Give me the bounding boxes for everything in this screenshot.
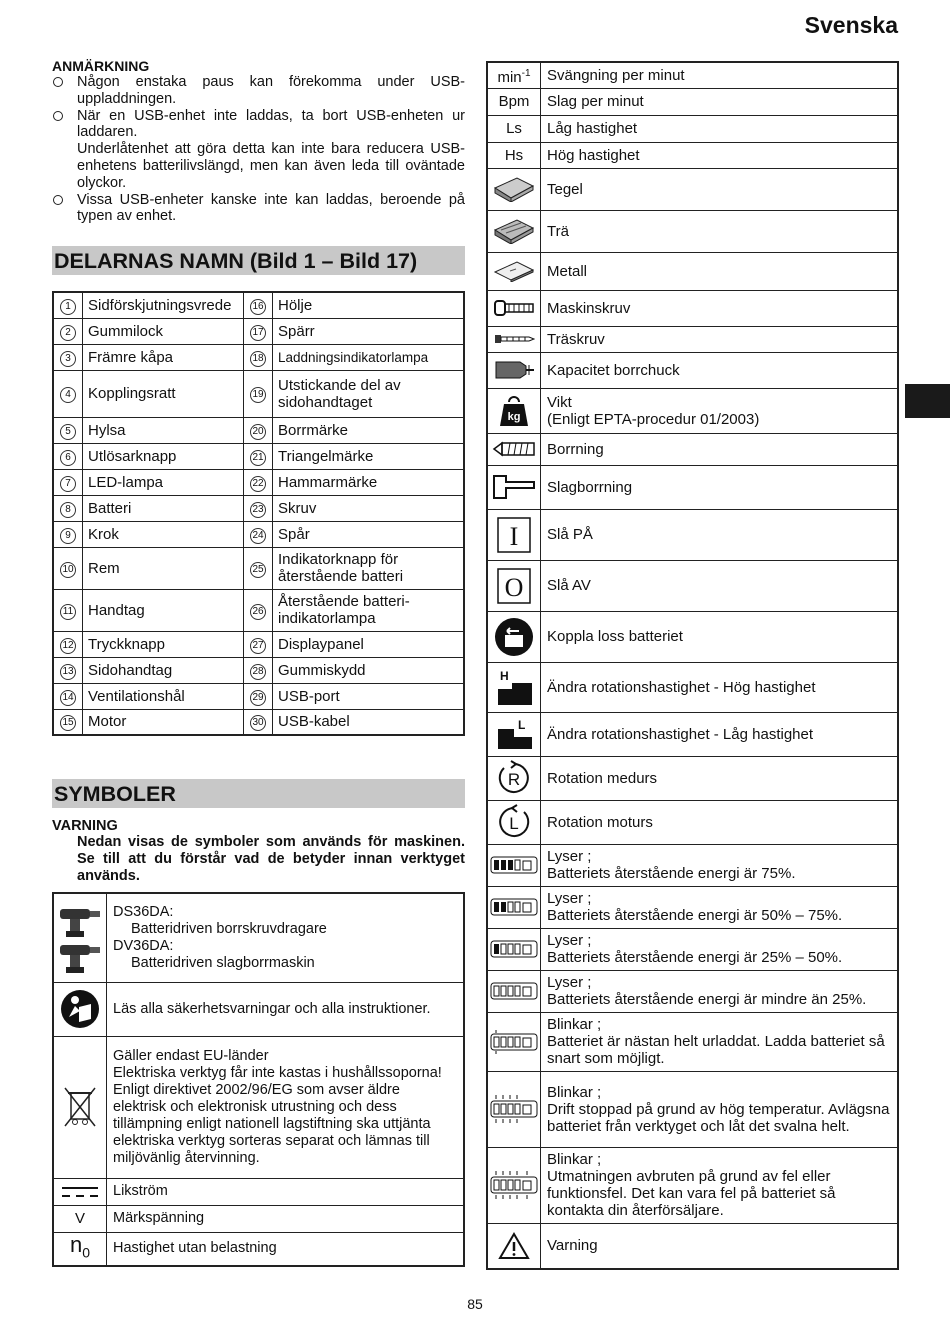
- symbol-row: [487, 560, 898, 611]
- note-item: Någon enstaka paus kan förekomma under USB-uppladdningen.: [52, 74, 465, 108]
- drill-tools-icon: [53, 893, 107, 982]
- symbol-row: [487, 1012, 898, 1071]
- part-name: Handtag: [83, 589, 244, 631]
- l-label: L: [518, 718, 526, 732]
- symbol-row: [487, 844, 898, 886]
- part-name: Displaypanel: [273, 631, 465, 657]
- symbol-row: [487, 928, 898, 970]
- part-name: Triangelmärke: [273, 443, 465, 469]
- parts-row: [53, 318, 464, 344]
- rotation-ccw-text: Rotation moturs: [541, 800, 899, 844]
- parts-row: [53, 589, 464, 631]
- part-number: 14: [53, 683, 83, 709]
- section-tab-marker: [905, 384, 950, 418]
- part-number: 27: [244, 631, 273, 657]
- weee-text: Gäller endast EU-länder Elektriska verktyg får inte kastas i hushållssoporna! Enligt direktivet 2002/96/EG som avser äldre elektrisk och elektronisk utrustning och dess tillämpning enligt nationell lagstiftning ska uttjänta elektriska verktyg sorteras separat och lämnas till miljövänlig återvinning.: [107, 1036, 465, 1178]
- parts-row: [53, 469, 464, 495]
- drill-mode-text: Borrning: [541, 433, 899, 465]
- chuck-icon: [487, 352, 541, 388]
- part-number: 25: [244, 547, 273, 589]
- symbol-row: [487, 1223, 898, 1269]
- parts-row: [53, 344, 464, 370]
- high-speed-text: Ändra rotationshastighet - Hög hastighet: [541, 662, 899, 712]
- kg-label: kg: [507, 410, 521, 423]
- part-name: USB-port: [273, 683, 465, 709]
- part-name: Återstående batteri-indikatorlampa: [273, 589, 465, 631]
- part-number: 26: [244, 589, 273, 631]
- symbols-heading: SYMBOLER: [52, 779, 465, 808]
- low-speed-icon: [487, 712, 541, 756]
- parts-row: [53, 631, 464, 657]
- note-list-2: [52, 192, 465, 226]
- part-name: Utstickande del av sidohandtaget: [273, 370, 465, 417]
- symbol-row: [487, 756, 898, 800]
- note-block: [52, 58, 465, 225]
- switch-off-text: Slå AV: [541, 560, 899, 611]
- part-name: USB-kabel: [273, 709, 465, 735]
- metal-text: Metall: [541, 252, 899, 290]
- symbol-row: [487, 252, 898, 290]
- switch-on-icon: [487, 509, 541, 560]
- parts-row: [53, 370, 464, 417]
- parts-table: [52, 291, 465, 736]
- parts-row: [53, 495, 464, 521]
- bullet-icon: [53, 195, 63, 205]
- battery-0-icon: [487, 970, 541, 1012]
- symbol-row: [487, 465, 898, 509]
- part-number: 21: [244, 443, 273, 469]
- brick-icon: [487, 168, 541, 210]
- wood-text: Trä: [541, 210, 899, 252]
- part-number: 12: [53, 631, 83, 657]
- off-symbol: O: [504, 572, 524, 602]
- battery-blink-fault-icon: [487, 1147, 541, 1223]
- machine-screw-icon: [487, 290, 541, 326]
- symbol-row: [487, 210, 898, 252]
- warning-triangle-icon: [487, 1223, 541, 1269]
- note-title: ANMÄRKNING: [52, 58, 150, 74]
- part-name: Motor: [83, 709, 244, 735]
- part-number: 16: [244, 292, 273, 318]
- weight-icon: [487, 388, 541, 433]
- r-label: R: [507, 770, 521, 789]
- symbol-row: [53, 893, 464, 982]
- symbol-row: [487, 115, 898, 142]
- symbol-row: [487, 712, 898, 756]
- symbol-row: [487, 168, 898, 210]
- symbol-row: [487, 326, 898, 352]
- symbol-row: [487, 62, 898, 88]
- battery-50-icon: [487, 886, 541, 928]
- metal-icon: [487, 252, 541, 290]
- part-name: Utlösarknapp: [83, 443, 244, 469]
- part-name: Laddningsindikatorlampa: [273, 344, 465, 370]
- rotation-cw-icon: [487, 756, 541, 800]
- machine-screw-text: Maskinskruv: [541, 290, 899, 326]
- part-number: 29: [244, 683, 273, 709]
- part-number: 1: [53, 292, 83, 318]
- battery-25-icon: [487, 928, 541, 970]
- page-number: 85: [467, 1296, 483, 1312]
- part-number: 2: [53, 318, 83, 344]
- symbol-row: [53, 982, 464, 1036]
- parts-row: [53, 417, 464, 443]
- parts-row: [53, 443, 464, 469]
- part-name: Skruv: [273, 495, 465, 521]
- parts-row: [53, 657, 464, 683]
- read-manual-text: Läs alla säkerhetsvarningar och alla instruktioner.: [107, 982, 465, 1036]
- warning-block: [52, 818, 465, 885]
- voltage-symbol: V: [53, 1205, 107, 1232]
- warning-title: VARNING: [52, 818, 118, 834]
- parts-row: [53, 683, 464, 709]
- voltage-text: Märkspänning: [107, 1205, 465, 1232]
- min-symbol: $\min^{-1}$: [487, 62, 541, 88]
- part-number: 30: [244, 709, 273, 735]
- symbol-row: [487, 433, 898, 465]
- part-number: 8: [53, 495, 83, 521]
- bullet-icon: [53, 111, 63, 121]
- note-item: Vissa USB-enheter kanske inte kan laddas, beroende på typen av enhet.: [52, 192, 465, 226]
- battery-25-text: Lyser ; Batteriets återstående energi är 25% – 50%.: [541, 928, 899, 970]
- part-number: 24: [244, 521, 273, 547]
- disconnect-battery-text: Koppla loss batteriet: [541, 611, 899, 662]
- part-name: Hölje: [273, 292, 465, 318]
- part-number: 20: [244, 417, 273, 443]
- hammer-mode-icon: [487, 465, 541, 509]
- n0-text: Hastighet utan belastning: [107, 1232, 465, 1266]
- parts-row: [53, 547, 464, 589]
- ls-text: Låg hastighet: [541, 115, 899, 142]
- symbol-row: [487, 611, 898, 662]
- switch-off-icon: [487, 560, 541, 611]
- parts-row: [53, 292, 464, 318]
- symbols-table-right: [486, 61, 899, 1270]
- parts-heading: DELARNAS NAMN (Bild 1 – Bild 17): [52, 246, 465, 275]
- part-number: 17: [244, 318, 273, 344]
- warning-triangle-text: Varning: [541, 1223, 899, 1269]
- min-text: Svängning per minut: [541, 62, 899, 88]
- read-manual-icon: [53, 982, 107, 1036]
- part-name: Sidohandtag: [83, 657, 244, 683]
- part-name: Hylsa: [83, 417, 244, 443]
- part-name: Gummiskydd: [273, 657, 465, 683]
- part-number: 18: [244, 344, 273, 370]
- battery-blink-fault-text: Blinkar ; Utmatningen avbruten på grund av fel eller funktionsfel. Det kan vara fel på batteriet så kontakta din återförsäljare.: [541, 1147, 899, 1223]
- symbol-row: [487, 1071, 898, 1147]
- symbol-row: [487, 886, 898, 928]
- part-number: 23: [244, 495, 273, 521]
- part-name: Spärr: [273, 318, 465, 344]
- symbol-row: [53, 1205, 464, 1232]
- battery-blink-low-text: Blinkar ; Batteriet är nästan helt urladdat. Ladda batteriet så snart som möjligt.: [541, 1012, 899, 1071]
- hammer-mode-text: Slagborrning: [541, 465, 899, 509]
- part-name: Indikatorknapp för återstående batteri: [273, 547, 465, 589]
- bpm-symbol: Bpm: [487, 88, 541, 115]
- models-cell: DS36DA: Batteridriven borrskruvdragare DV36DA: Batteridriven slagborrmaskin: [107, 893, 465, 982]
- l-label-rotation: L: [509, 814, 519, 833]
- part-name: Sidförskjutningsvrede: [83, 292, 244, 318]
- part-number: 22: [244, 469, 273, 495]
- part-name: Tryckknapp: [83, 631, 244, 657]
- battery-75-text: Lyser ; Batteriets återstående energi är 75%.: [541, 844, 899, 886]
- battery-blink-temp-text: Blinkar ; Drift stoppad på grund av hög temperatur. Avlägsna batteriet från verktyget och låt det svalna helt.: [541, 1071, 899, 1147]
- warning-text: Nedan visas de symboler som används för maskinen. Se till att du förstår vad de betyder innan verktyget används.: [77, 834, 465, 884]
- part-number: 15: [53, 709, 83, 735]
- part-number: 7: [53, 469, 83, 495]
- chuck-text: Kapacitet borrchuck: [541, 352, 899, 388]
- part-number: 28: [244, 657, 273, 683]
- symbols-table-left: [52, 892, 465, 1267]
- symbol-row: [487, 352, 898, 388]
- language-label: Svenska: [804, 12, 898, 38]
- part-number: 19: [244, 370, 273, 417]
- note-item: När en USB-enhet inte laddas, ta bort USB-enheten ur laddaren.: [52, 108, 465, 142]
- bpm-text: Slag per minut: [541, 88, 899, 115]
- hs-text: Hög hastighet: [541, 142, 899, 168]
- part-name: Hammarmärke: [273, 469, 465, 495]
- symbol-row: [53, 1232, 464, 1266]
- battery-blink-temp-icon: [487, 1071, 541, 1147]
- part-name: LED-lampa: [83, 469, 244, 495]
- on-symbol: I: [509, 521, 519, 551]
- dc-text: Likström: [107, 1178, 465, 1205]
- battery-75-icon: [487, 844, 541, 886]
- part-name: Gummilock: [83, 318, 244, 344]
- battery-50-text: Lyser ; Batteriets återstående energi är 50% – 75%.: [541, 886, 899, 928]
- part-number: 11: [53, 589, 83, 631]
- weee-bin-icon: [53, 1036, 107, 1178]
- part-number: 3: [53, 344, 83, 370]
- ls-symbol: Ls: [487, 115, 541, 142]
- part-name: Borrmärke: [273, 417, 465, 443]
- drill-mode-icon: [487, 433, 541, 465]
- parts-row: [53, 709, 464, 735]
- symbol-row: [487, 509, 898, 560]
- dc-icon: [53, 1178, 107, 1205]
- battery-blink-low-icon: [487, 1012, 541, 1071]
- part-name: Främre kåpa: [83, 344, 244, 370]
- weight-text: Vikt (Enligt EPTA-procedur 01/2003): [541, 388, 899, 433]
- part-number: 5: [53, 417, 83, 443]
- part-number: 6: [53, 443, 83, 469]
- symbol-row: [487, 142, 898, 168]
- part-number: 9: [53, 521, 83, 547]
- part-name: Spår: [273, 521, 465, 547]
- high-speed-icon: [487, 662, 541, 712]
- symbol-row: [53, 1036, 464, 1178]
- part-number: 4: [53, 370, 83, 417]
- wood-screw-text: Träskruv: [541, 326, 899, 352]
- note-list: [52, 74, 465, 141]
- n0-symbol: $n_0$: [53, 1232, 107, 1266]
- symbol-row: [53, 1178, 464, 1205]
- bullet-icon: [53, 77, 63, 87]
- part-name: Ventilationshål: [83, 683, 244, 709]
- part-number: 10: [53, 547, 83, 589]
- part-name: Rem: [83, 547, 244, 589]
- wood-icon: [487, 210, 541, 252]
- rotation-ccw-icon: [487, 800, 541, 844]
- symbol-row: [487, 388, 898, 433]
- brick-text: Tegel: [541, 168, 899, 210]
- wood-screw-icon: [487, 326, 541, 352]
- symbol-row: [487, 88, 898, 115]
- symbol-row: [487, 970, 898, 1012]
- disconnect-battery-icon: [487, 611, 541, 662]
- part-name: Krok: [83, 521, 244, 547]
- symbol-row: [487, 1147, 898, 1223]
- part-name: Batteri: [83, 495, 244, 521]
- symbol-row: [487, 662, 898, 712]
- symbol-row: [487, 800, 898, 844]
- part-name: Kopplingsratt: [83, 370, 244, 417]
- symbol-row: [487, 290, 898, 326]
- h-label: H: [500, 669, 509, 683]
- switch-on-text: Slå PÅ: [541, 509, 899, 560]
- note-extra: Underlåtenhet att göra detta kan inte bara reducera USB-enhetens batterilivslängd, men kan även leda till oväntade olyckor.: [77, 141, 465, 191]
- parts-row: [53, 521, 464, 547]
- part-number: 13: [53, 657, 83, 683]
- rotation-cw-text: Rotation medurs: [541, 756, 899, 800]
- battery-0-text: Lyser ; Batteriets återstående energi är mindre än 25%.: [541, 970, 899, 1012]
- low-speed-text: Ändra rotationshastighet - Låg hastighet: [541, 712, 899, 756]
- hs-symbol: Hs: [487, 142, 541, 168]
